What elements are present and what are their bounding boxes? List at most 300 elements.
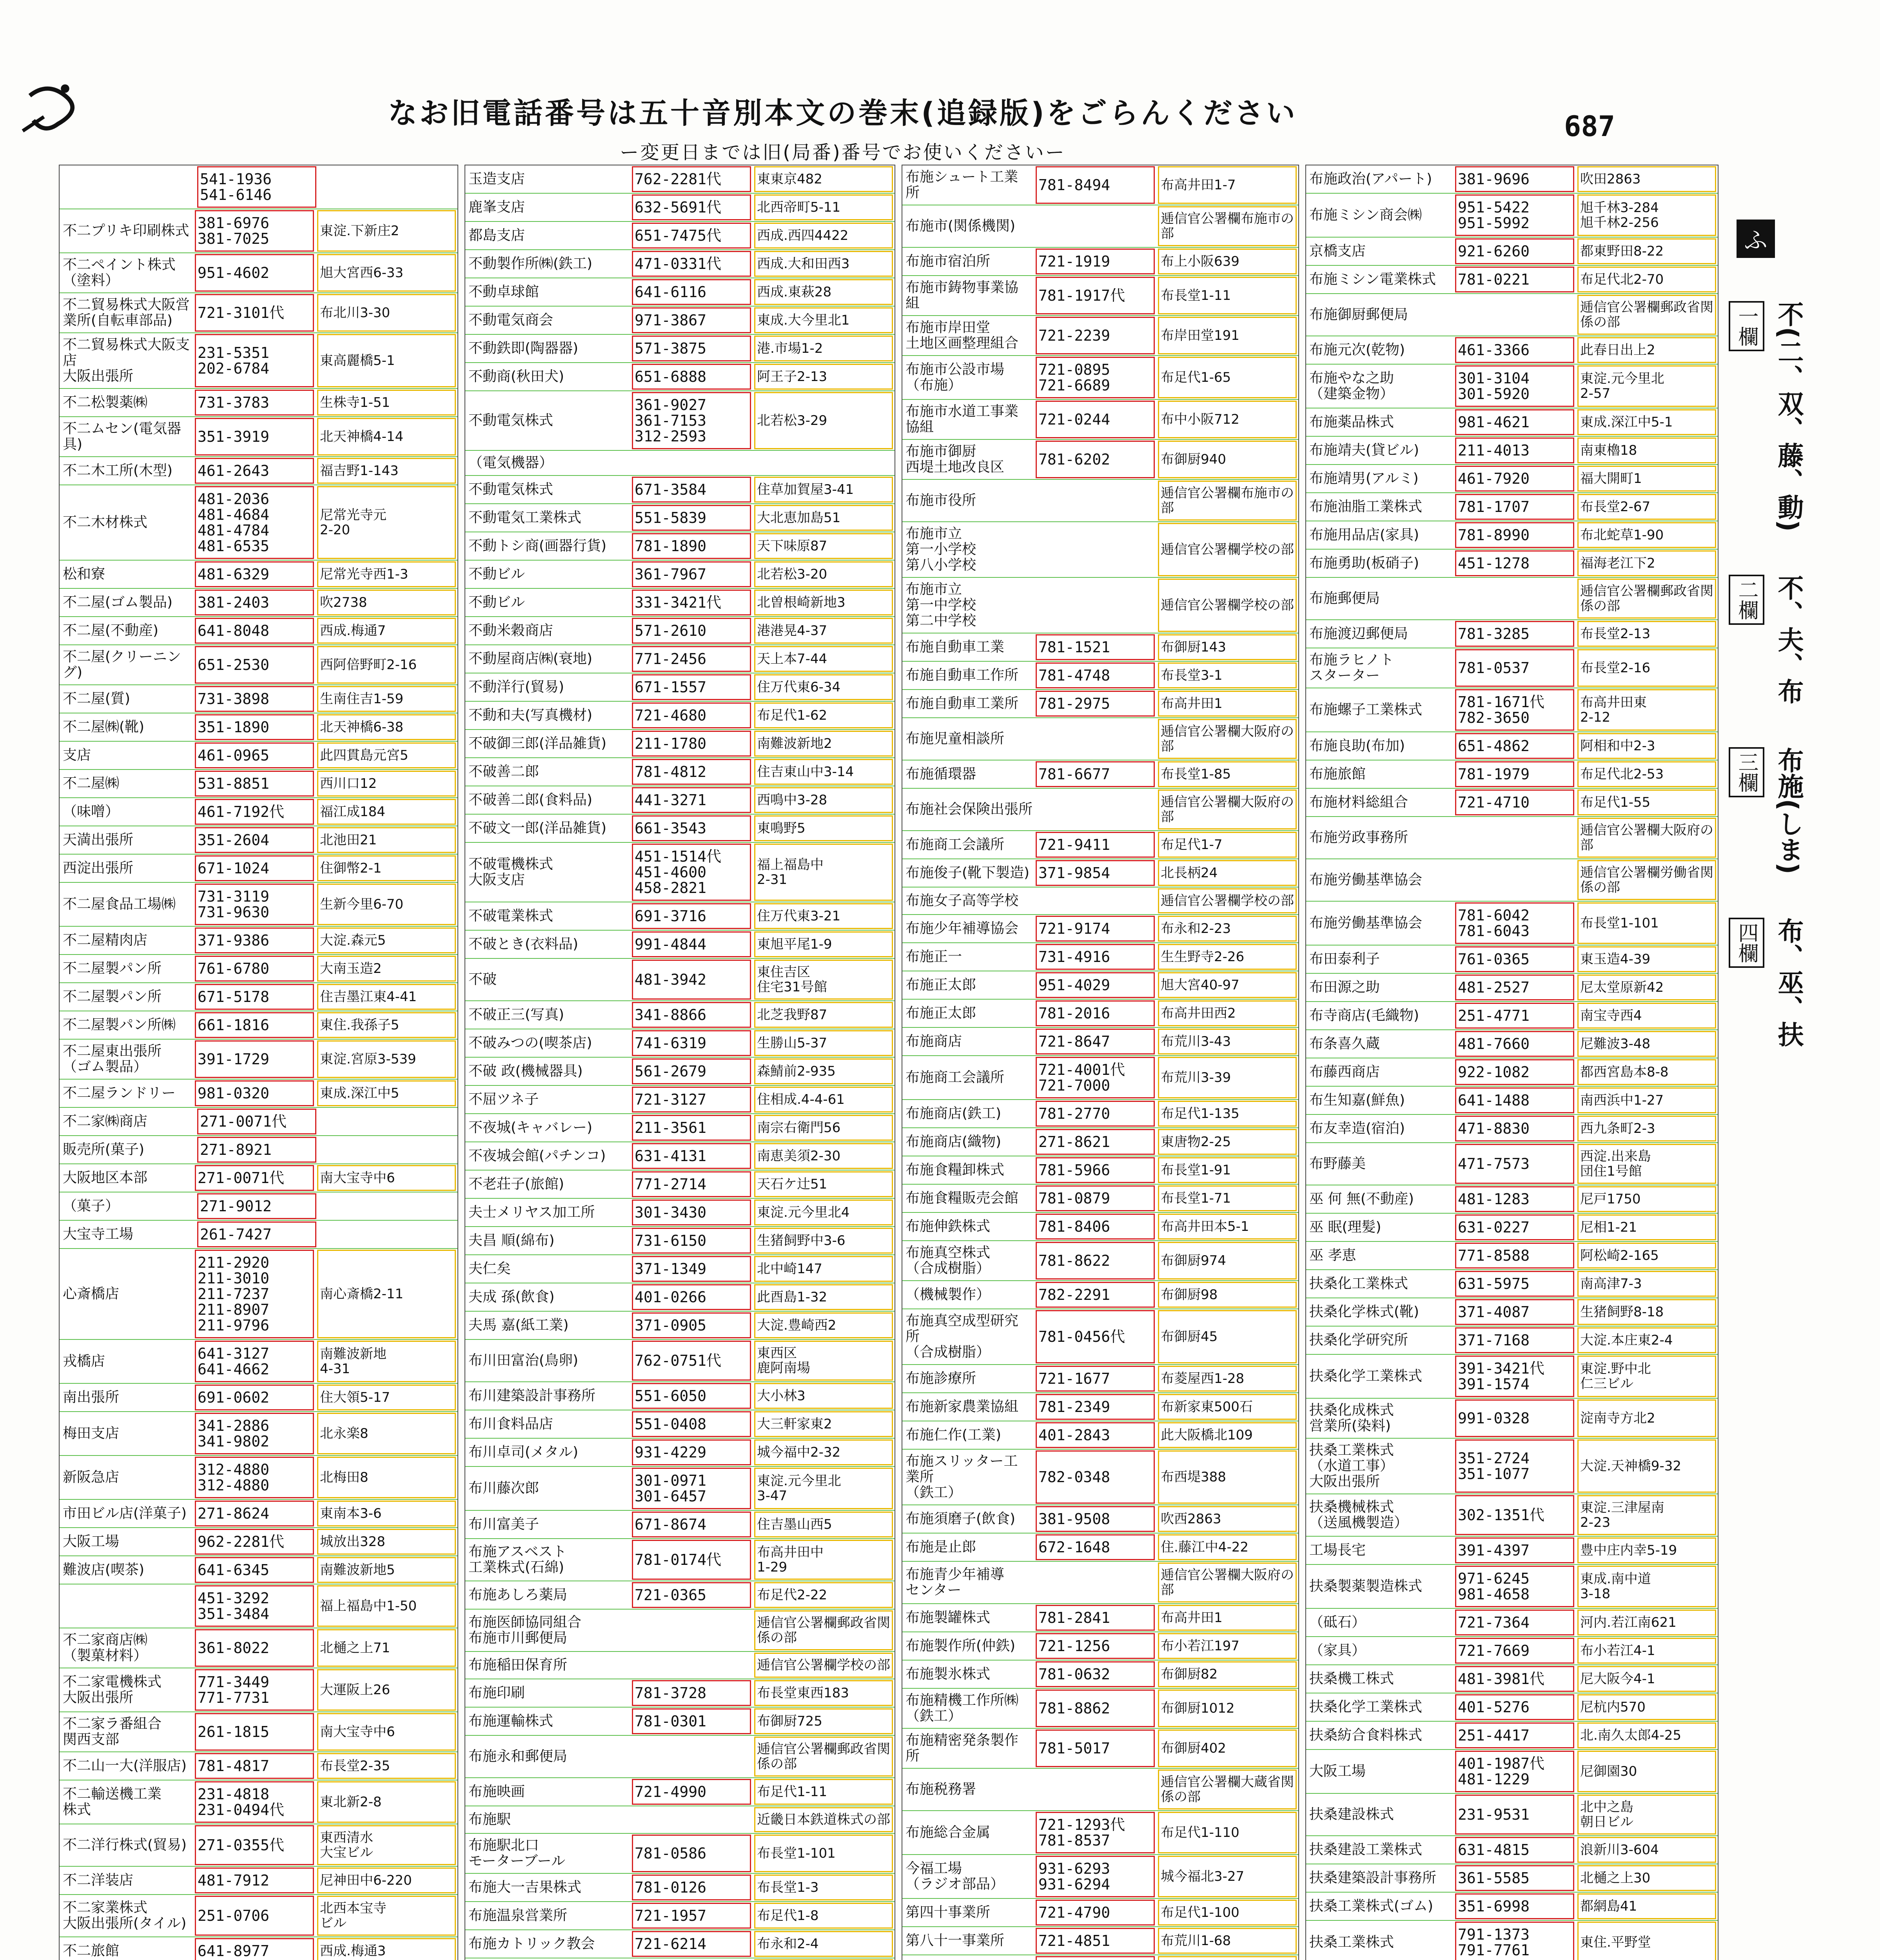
listing-address: 都網島41 (1577, 1893, 1716, 1919)
listing-row (465, 476, 895, 504)
listing-phone: 782-0348 (1036, 1450, 1155, 1504)
listing-row (60, 1384, 457, 1412)
listing-phone: 981-0320 (195, 1080, 314, 1106)
listing-row (1306, 946, 1718, 974)
listing-phone: 301-3430 (632, 1200, 751, 1225)
listing-row (60, 955, 457, 983)
listing-address: 住.藤江中4-22 (1158, 1534, 1297, 1560)
listing-phone: 312-4880 312-4880 (195, 1457, 314, 1498)
listing-address: 東淀.元今里北4 (754, 1200, 893, 1225)
listing-row (60, 1080, 457, 1108)
listing-row (902, 1028, 1298, 1056)
listing-phone: 261-7427 (197, 1221, 316, 1247)
listing-row (1306, 817, 1718, 859)
listing-name: 不二プリキ印刷株式 (63, 223, 189, 239)
listing-address: 布高井田1 (1158, 1605, 1297, 1631)
listing-name: 不二貿易株式大阪営 業所(自転車部品) (63, 297, 190, 328)
listing-name: 不二ペイント株式 （塗料） (63, 257, 176, 289)
listing-phone: 781-0586 (632, 1835, 751, 1872)
listing-phone: 651-4862 (1455, 733, 1574, 759)
listing-phone: 381-6976 381-7025 (195, 210, 314, 252)
directory-column (59, 165, 458, 1960)
listing-phone: 401-2843 (1036, 1422, 1155, 1448)
listing-name: 不破正三(写真) (468, 1007, 564, 1023)
listing-phone: 721-3101代 (195, 294, 314, 332)
listing-phone: 721-4790 (1036, 1900, 1155, 1926)
listing-row (60, 1752, 457, 1780)
listing-row (60, 485, 457, 561)
listing-phone: 791-1373 791-7761 (1455, 1922, 1574, 1960)
listing-address: 布北蛇草1-90 (1577, 522, 1716, 548)
listing-row (465, 786, 895, 815)
listing-phone (634, 1610, 751, 1650)
listing-row (1306, 902, 1718, 946)
listing-name: 不二松製薬㈱ (63, 394, 148, 410)
listing-name: 不動米穀商店 (468, 622, 553, 639)
listing-name: 不動ビル (468, 566, 525, 582)
listing-row (1306, 1143, 1718, 1185)
listing-address: 東淀.下新庄2 (317, 210, 456, 252)
listing-phone: 781-0174代 (632, 1540, 751, 1580)
listing-address: 生株寺1-51 (317, 390, 456, 416)
listing-phone: 481-6329 (195, 561, 314, 587)
listing-phone: 231-4818 231-0494代 (195, 1781, 314, 1823)
listing-name: 布施市立 第一中学校 第二中学校 (906, 581, 976, 629)
listing-address: 城今福北3-27 (1158, 1856, 1297, 1897)
listing-row (465, 165, 895, 194)
listing-row (60, 1456, 457, 1500)
listing-address: 東唐物2-25 (1158, 1129, 1297, 1155)
listing-address: 北芝我野87 (754, 1002, 893, 1028)
listing-phone: 301-0971 301-6457 (632, 1468, 751, 1509)
listing-name: 巫 眠(理髪) (1309, 1219, 1381, 1235)
listing-name: 布施商店(織物) (906, 1134, 1002, 1150)
listing-address: 西成.西四4422 (754, 223, 893, 249)
listing-phone: 781-0126 (632, 1875, 751, 1900)
listing-row (1306, 1565, 1718, 1609)
listing-name: （菓子） (63, 1198, 120, 1214)
listing-address: 此春日出上2 (1577, 337, 1716, 363)
listing-phone: 781-2841 (1036, 1605, 1155, 1631)
listing-address: 住吉墨山西5 (754, 1512, 893, 1537)
side-index-key: 一欄 (1729, 301, 1764, 351)
side-index-key: 二欄 (1729, 575, 1764, 625)
listing-phone: 721-2239 (1036, 317, 1155, 354)
listing-row (465, 1312, 895, 1340)
listing-address: 生南住吉1-59 (317, 686, 456, 712)
listing-address: 旭大宮40-97 (1158, 972, 1297, 998)
listing-name: 布施郵便局 (1309, 590, 1380, 606)
listing-name: 布施正太郎 (906, 1005, 976, 1021)
listing-row (1306, 1399, 1718, 1439)
listing-address: 布長堂1-101 (1577, 902, 1716, 944)
listing-phone: 261-1815 (195, 1713, 314, 1751)
listing-address: 逓信官公署欄郵政省関係の部 (1577, 579, 1716, 619)
listing-row (1306, 1214, 1718, 1242)
listing-phone: 251-4771 (1455, 1003, 1574, 1029)
listing-row (902, 633, 1298, 662)
listing-phone: 641-1488 (1455, 1087, 1574, 1113)
listing-address: 生新今里6-70 (317, 884, 456, 925)
listing-name: 布施運輸株式 (468, 1713, 553, 1729)
listing-name: 布施正一 (906, 949, 962, 965)
listing-row (60, 645, 457, 685)
listing-address: 布中小阪712 (1158, 401, 1297, 438)
listing-address: 住万代東6-34 (754, 674, 893, 700)
listing-address: 北若松3-20 (754, 561, 893, 587)
listing-address: 布足代1-65 (1158, 357, 1297, 398)
listing-address: 北樋之上71 (317, 1629, 456, 1667)
listing-row (465, 1283, 895, 1312)
listing-phone: 921-6260 (1455, 238, 1574, 264)
listing-name: 扶桑化学工業株式 (1309, 1699, 1423, 1715)
listing-phone: 361-7967 (632, 561, 751, 587)
listing-phone: 331-3421代 (632, 590, 751, 615)
listing-name: 布川食料品店 (468, 1416, 553, 1432)
listing-phone: 931-6293 931-6294 (1036, 1856, 1155, 1897)
listing-row (465, 278, 895, 307)
listing-row (902, 1604, 1298, 1632)
listing-address: 尼神田中6-220 (317, 1867, 456, 1893)
listing-phone (1457, 579, 1574, 619)
listing-row (60, 1780, 457, 1824)
listing-phone: 641-6345 (195, 1557, 314, 1583)
listing-phone: 631-4131 (632, 1143, 751, 1169)
listing-phone: 721-1677 (1036, 1366, 1155, 1392)
listing-name: 布施渡辺郵便局 (1309, 626, 1408, 642)
listing-address: 南難波新地2 (754, 731, 893, 757)
listing-phone: 461-7920 (1455, 466, 1574, 492)
listing-address: 逓信官公署欄大阪府の部 (1158, 789, 1297, 829)
listing-name: 不動鉄即(陶器器) (468, 340, 579, 356)
listing-address: 大淀.森元5 (317, 927, 456, 953)
listing-phone: 551-6050 (632, 1383, 751, 1409)
listing-address: 東北新2-8 (317, 1781, 456, 1823)
listing-name: 夫士メリヤス加工所 (468, 1204, 595, 1220)
listing-address: 西鳴中3-28 (754, 787, 893, 813)
listing-row (902, 316, 1298, 356)
listing-name: 布施伸鉄株式 (906, 1218, 991, 1234)
listing-phone: 481-2527 (1455, 975, 1574, 1000)
listing-address: 東西区 鹿阿南場 (754, 1341, 893, 1381)
listing-name: 不動電気株式 (468, 481, 553, 497)
listing-name: 布施税務署 (906, 1781, 976, 1797)
listing-name: 布施市鋳物事業協組 (906, 279, 1019, 311)
listing-row (465, 250, 895, 278)
listing-row (902, 1450, 1298, 1505)
listing-phone: 771-2456 (632, 646, 751, 672)
listing-row (902, 1899, 1298, 1927)
listing-address: 布足代1-8 (754, 1903, 893, 1929)
listing-address: 東成.南中道 3-18 (1577, 1566, 1716, 1607)
listing-row (1306, 859, 1718, 902)
listing-row (60, 713, 457, 742)
listing-address: 布御厨143 (1158, 634, 1297, 660)
listing-address: 西成.梅通3 (317, 1938, 456, 1960)
side-index-value: 不(二、双、藤、動) (1773, 301, 1804, 532)
listing-phone (1038, 579, 1155, 632)
listing-phone: 781-1671代 782-3650 (1455, 689, 1574, 731)
listing-phone: 361-5585 (1455, 1865, 1574, 1891)
listing-name: 布施市(関係機関) (906, 218, 1016, 234)
listing-row (465, 1874, 895, 1902)
listing-phone: 731-4916 (1036, 944, 1155, 970)
listing-phone: 781-8494 (1036, 166, 1155, 204)
listing-name: 布施医師協同組合 布施市川郵便局 (468, 1614, 582, 1646)
listing-phone (634, 1653, 751, 1678)
listing-name: 布施市御厨 西堤土地改良区 (906, 443, 1005, 475)
listing-phone: 691-0602 (195, 1385, 314, 1410)
listing-name: 不二屋㈱ (63, 775, 120, 791)
listing-row (60, 883, 457, 927)
listing-name: 布施旅館 (1309, 766, 1366, 782)
directory-column (1305, 165, 1718, 1960)
listing-name: 不二貿易株式大阪支店 大阪出張所 (63, 337, 190, 384)
listing-phone: 631-0227 (1455, 1214, 1574, 1240)
listing-name: 不破 (468, 971, 497, 987)
listing-phone: 351-6998 (1455, 1893, 1574, 1919)
listing-address: 南高津7-3 (1577, 1271, 1716, 1297)
listing-name: 扶桑化学工業株式 (1309, 1368, 1423, 1384)
listing-row (902, 480, 1298, 522)
listing-name: 不二屋製パン所㈱ (63, 1017, 176, 1033)
listing-row (902, 1661, 1298, 1689)
listing-address: 布足代1-135 (1158, 1101, 1297, 1127)
listing-name: 不老荘子(旅館) (468, 1176, 564, 1192)
listing-phone: 691-3716 (632, 903, 751, 929)
listing-phone: 341-2886 341-9802 (195, 1413, 314, 1454)
listing-phone: 551-5839 (632, 505, 751, 531)
listing-row (60, 617, 457, 645)
listing-row (1306, 336, 1718, 365)
listing-address: 北西帝町5-11 (754, 194, 893, 220)
listing-name: 布施市宿泊所 (906, 253, 991, 269)
listing-row (902, 440, 1298, 480)
listing-phone: 211-3561 (632, 1115, 751, 1141)
listing-phone: 721-8647 (1036, 1029, 1155, 1054)
listing-name: 不二木材株式 (63, 514, 148, 530)
listing-row (465, 702, 895, 730)
listing-address: 布長堂1-101 (754, 1835, 893, 1872)
listing-name: 鹿峯支店 (468, 199, 525, 215)
listing-row (902, 1241, 1298, 1281)
listing-phone: 781-1890 (632, 533, 751, 559)
listing-address: 逓信官公署欄郵政省関係の部 (1577, 295, 1716, 335)
listing-phone: 721-0895 721-6689 (1036, 357, 1155, 398)
listing-phone: 721-0365 (632, 1582, 751, 1608)
listing-phone: 781-1521 (1036, 634, 1155, 660)
listing-phone: 481-1283 (1455, 1186, 1574, 1212)
listing-row (902, 1955, 1298, 1960)
listing-name: 不破電機株式 大阪支店 (468, 856, 553, 888)
listing-name: 布施やな之助 （建築金物） (1309, 370, 1394, 402)
listing-name (60, 165, 196, 209)
listing-address: 住吉墨江東4-41 (317, 984, 456, 1010)
listing-row (1306, 266, 1718, 294)
listing-phone: 641-8977 (195, 1938, 314, 1960)
listing-name: 都島支店 (468, 227, 525, 243)
listing-row (465, 1778, 895, 1806)
listing-name: 新阪急店 (63, 1469, 120, 1485)
listing-row (465, 902, 895, 931)
listing-row (902, 400, 1298, 440)
listing-phone: 781-5966 (1036, 1157, 1155, 1183)
listing-row (60, 1500, 457, 1528)
listing-name: 大阪工場 (1309, 1763, 1366, 1779)
listing-row (1306, 1609, 1718, 1637)
listing-phone: 471-0331代 (632, 251, 751, 277)
listing-name: 支店 (63, 747, 91, 763)
listing-name: 布施良助(布加) (1309, 738, 1405, 754)
listing-phone: 731-6150 (632, 1228, 751, 1254)
listing-row (465, 1227, 895, 1255)
listing-name: 不動洋行(貿易) (468, 679, 564, 695)
listing-phone: 371-0905 (632, 1312, 751, 1338)
listing-row (902, 859, 1298, 887)
directory-column (465, 165, 895, 1960)
listing-address: 天石ケ辻51 (754, 1171, 893, 1197)
listing-name: 不二家ラ番組合 関西支部 (63, 1716, 162, 1748)
listing-address: 南大宝寺中6 (317, 1165, 456, 1191)
listing-phone: 671-1557 (632, 674, 751, 700)
listing-address: 東淀.元今里北 3-47 (754, 1468, 893, 1509)
listing-name: 玉造支店 (468, 171, 525, 187)
listing-row (1306, 1494, 1718, 1537)
listing-name: （味噌） (63, 804, 120, 820)
listing-name (902, 1955, 1034, 1960)
listing-address: 此四貫島元宮5 (317, 742, 456, 768)
listing-phone: 771-3449 771-7731 (195, 1669, 314, 1711)
listing-name: 布施市水道工事業協組 (906, 403, 1019, 435)
listing-address: 東成.深江中5 (317, 1080, 456, 1106)
listing-address: 東淀.野中北 仁三ビル (1577, 1356, 1716, 1397)
listing-row (902, 1365, 1298, 1393)
listing-name: 布施女子高等学校 (906, 893, 1019, 909)
listing-name: 布野藤美 (1309, 1156, 1366, 1172)
listing-address: 布長堂1-3 (754, 1875, 893, 1900)
listing-phone: 211-1780 (632, 731, 751, 757)
listing-name: 夫昌 順(綿布) (468, 1232, 555, 1249)
listing-row (60, 1584, 457, 1628)
listing-address: 布長堂2-16 (1577, 649, 1716, 687)
listing-address: 布高井田西2 (1158, 1000, 1297, 1026)
listing-phone: 781-6042 781-6043 (1455, 902, 1574, 944)
listing-row (1306, 578, 1718, 620)
listing-phone: 231-5351 202-6784 (195, 334, 314, 387)
listing-name: 布田源之助 (1309, 979, 1380, 995)
listing-row (60, 685, 457, 713)
listing-address: 布御厨82 (1158, 1661, 1297, 1687)
listing-phone: 371-7168 (1455, 1327, 1574, 1353)
listing-row (902, 1156, 1298, 1185)
listing-phone: 631-5975 (1455, 1271, 1574, 1297)
listing-name: 扶桑建設株式 (1309, 1806, 1394, 1822)
listing-phone: 641-6116 (632, 279, 751, 305)
listing-row (60, 1108, 457, 1136)
listing-row (1306, 1921, 1718, 1960)
listing-phone: 721-7364 (1455, 1610, 1574, 1635)
listing-address: 逓信官公署欄大阪府の部 (1158, 1563, 1297, 1602)
listing-address: 都西宮島本8-8 (1577, 1059, 1716, 1085)
listing-row (1306, 1242, 1718, 1270)
listing-row (60, 293, 457, 333)
listing-address (1158, 1956, 1297, 1960)
listing-row (902, 1056, 1298, 1100)
listing-phone: 931-4229 (632, 1439, 751, 1465)
listing-row (465, 1539, 895, 1581)
listing-address: 布高井田中 1-29 (754, 1540, 893, 1580)
listing-name: 布施食糧販売会館 (906, 1190, 1019, 1206)
listing-row (902, 578, 1298, 633)
listing-phone: 721-9174 (1036, 916, 1155, 942)
listing-name: 巫 何 無(不動産) (1309, 1191, 1414, 1207)
listing-name: 布川富美子 (468, 1516, 539, 1532)
listing-address: 布長堂東西183 (754, 1680, 893, 1706)
listing-phone: 721-1256 (1036, 1633, 1155, 1659)
listing-row (465, 451, 895, 476)
listing-phone: 781-8862 (1036, 1690, 1155, 1727)
listing-phone: 781-0879 (1036, 1185, 1155, 1211)
listing-name: 扶桑製薬製造株式 (1309, 1578, 1423, 1594)
listing-row (465, 1382, 895, 1410)
listing-name: 扶桑建設工業株式 (1309, 1842, 1423, 1858)
listing-phone: 481-2036 481-4684 481-4784 481-6535 (195, 486, 314, 559)
listing-name: 第八十一事業所 (906, 1933, 1005, 1949)
listing-name: 扶桑化学株式(靴) (1309, 1304, 1419, 1320)
listing-address: 布足代1-100 (1158, 1900, 1297, 1926)
listing-phone (1457, 818, 1574, 858)
listing-name: 販売所(菓子) (63, 1142, 145, 1158)
listing-phone: 781-6677 (1036, 761, 1155, 787)
listing-address: 北天神橋6-38 (317, 714, 456, 740)
listing-row (465, 307, 895, 335)
listing-address: 西川口12 (317, 771, 456, 797)
listing-address: 阿王子2-13 (754, 364, 893, 390)
listing-row (465, 730, 895, 758)
listing-name: 不二屋(不動産) (63, 622, 159, 639)
listing-address: 布長堂1-85 (1158, 761, 1297, 787)
listing-phone: 641-3127 641-4662 (195, 1341, 314, 1382)
listing-row (1306, 760, 1718, 789)
listing-phone: 371-9386 (195, 927, 314, 953)
listing-name: 布施製作所(仲鉄) (906, 1638, 1016, 1654)
listing-name: 布施少年補導協会 (906, 920, 1019, 936)
listing-row (902, 1632, 1298, 1661)
listing-name: 夫仁矣 (468, 1261, 511, 1277)
listing-address: 北樋之上30 (1577, 1865, 1716, 1891)
listing-name: 布施商店(鉄工) (906, 1105, 1002, 1122)
listing-row (902, 1811, 1298, 1855)
listing-row (1306, 620, 1718, 648)
listing-address: 北梅田8 (317, 1457, 456, 1498)
listing-phone: 351-2604 (195, 827, 314, 853)
listing-address: 東成.深江中5-1 (1577, 409, 1716, 435)
listing-address: 逓信官公署欄労働省関係の部 (1577, 860, 1716, 900)
listing-phone: 341-8866 (632, 1002, 751, 1028)
listing-row (902, 718, 1298, 760)
listing-name: 扶桑機械株式 （送風機製造） (1309, 1499, 1408, 1531)
listing-row (902, 522, 1298, 578)
listing-address: 吹2738 (317, 590, 456, 615)
listing-phone: 781-2770 (1036, 1101, 1155, 1127)
listing-address: 此酉島1-32 (754, 1284, 893, 1310)
listing-row (465, 222, 895, 250)
listing-phone: 781-8990 (1455, 522, 1574, 548)
listing-row (60, 983, 457, 1011)
listing-phone: 991-4844 (632, 931, 751, 957)
listing-row (902, 276, 1298, 316)
listing-address: 南恵美須2-30 (754, 1143, 893, 1169)
